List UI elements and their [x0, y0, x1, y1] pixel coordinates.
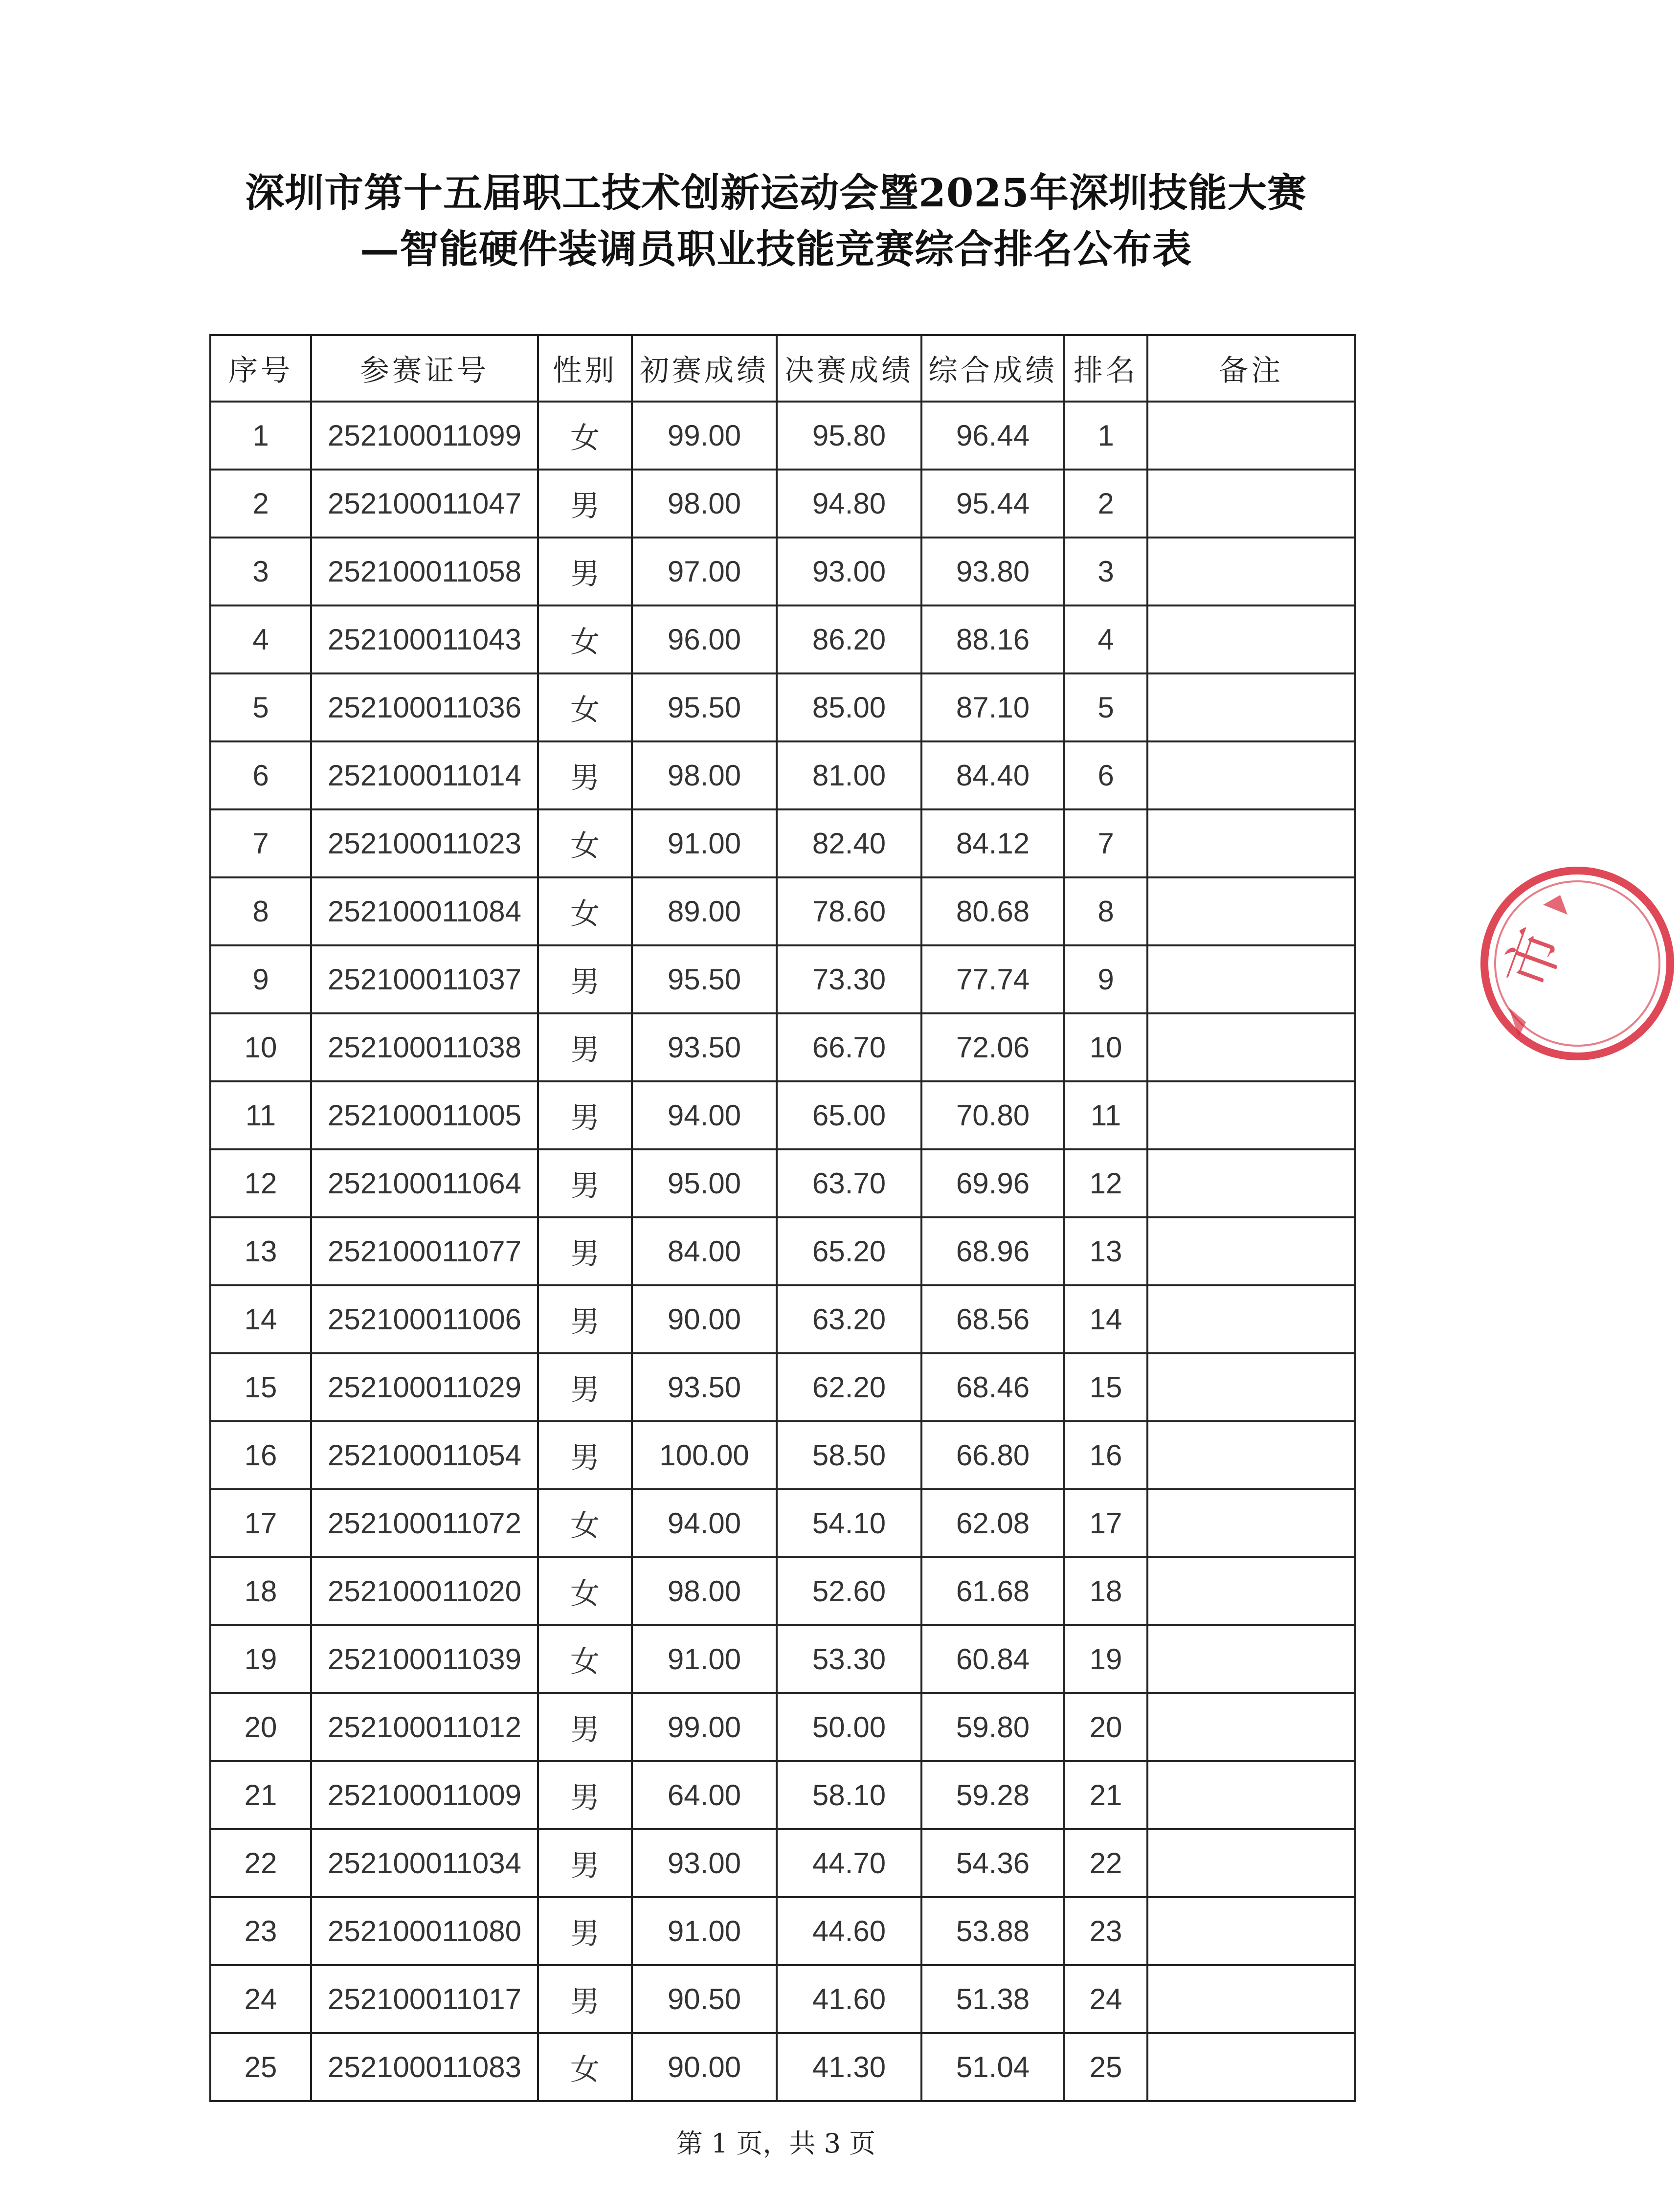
cell-entry-id: 252100011009 — [311, 1761, 538, 1829]
cell-rank: 2 — [1064, 470, 1147, 538]
table-row — [210, 1081, 1355, 1149]
table-row — [210, 1353, 1355, 1421]
cell-prelim-score: 90.00 — [632, 2033, 777, 2101]
cell-entry-id: 252100011080 — [311, 1897, 538, 1965]
cell-rank: 22 — [1064, 1829, 1147, 1897]
header-overall-score: 综合成绩 — [921, 335, 1064, 402]
cell-entry-id: 252100011012 — [311, 1693, 538, 1761]
cell-prelim-score: 84.00 — [632, 1217, 777, 1285]
cell-index: 1 — [210, 402, 311, 470]
cell-prelim-score: 91.00 — [632, 809, 777, 877]
cell-overall-score: 69.96 — [921, 1149, 1064, 1217]
cell-index: 19 — [210, 1625, 311, 1693]
cell-rank: 16 — [1064, 1421, 1147, 1489]
cell-final-score: 54.10 — [777, 1489, 921, 1557]
cell-overall-score: 59.80 — [921, 1693, 1064, 1761]
cell-entry-id: 252100011037 — [311, 945, 538, 1013]
cell-rank: 25 — [1064, 2033, 1147, 2101]
cell-final-score: 58.10 — [777, 1761, 921, 1829]
table-row — [210, 1693, 1355, 1761]
cell-entry-id: 252100011020 — [311, 1557, 538, 1625]
cell-entry-id: 252100011047 — [311, 470, 538, 538]
table-row — [210, 1421, 1355, 1489]
cell-entry-id: 252100011029 — [311, 1353, 538, 1421]
cell-entry-id: 252100011023 — [311, 809, 538, 877]
table-row — [210, 1013, 1355, 1081]
header-gender: 性别 — [538, 335, 632, 402]
cell-gender: 男 — [538, 1285, 632, 1353]
cell-overall-score: 61.68 — [921, 1557, 1064, 1625]
cell-gender: 女 — [538, 1625, 632, 1693]
cell-prelim-score: 99.00 — [632, 1693, 777, 1761]
header-row — [210, 335, 1355, 402]
cell-rank: 10 — [1064, 1013, 1147, 1081]
cell-rank: 11 — [1064, 1081, 1147, 1149]
cell-entry-id: 252100011043 — [311, 605, 538, 673]
table-row — [210, 1489, 1355, 1557]
cell-final-score: 50.00 — [777, 1693, 921, 1761]
cell-overall-score: 93.80 — [921, 538, 1064, 605]
cell-rank: 7 — [1064, 809, 1147, 877]
cell-prelim-score: 95.50 — [632, 945, 777, 1013]
table-row — [210, 1557, 1355, 1625]
cell-entry-id: 252100011072 — [311, 1489, 538, 1557]
cell-remarks — [1147, 470, 1355, 538]
cell-final-score: 44.60 — [777, 1897, 921, 1965]
cell-index: 9 — [210, 945, 311, 1013]
cell-final-score: 53.30 — [777, 1625, 921, 1693]
cell-prelim-score: 98.00 — [632, 470, 777, 538]
header-rank: 排名 — [1064, 335, 1147, 402]
cell-prelim-score: 90.50 — [632, 1965, 777, 2033]
cell-overall-score: 68.96 — [921, 1217, 1064, 1285]
cell-rank: 14 — [1064, 1285, 1147, 1353]
cell-final-score: 41.30 — [777, 2033, 921, 2101]
cell-index: 3 — [210, 538, 311, 605]
cell-prelim-score: 98.00 — [632, 741, 777, 809]
cell-remarks — [1147, 945, 1355, 1013]
cell-remarks — [1147, 538, 1355, 605]
cell-overall-score: 51.04 — [921, 2033, 1064, 2101]
cell-final-score: 63.70 — [777, 1149, 921, 1217]
cell-remarks — [1147, 2033, 1355, 2101]
cell-prelim-score: 95.50 — [632, 673, 777, 741]
cell-rank: 3 — [1064, 538, 1147, 605]
cell-rank: 1 — [1064, 402, 1147, 470]
document-title-line1: 深圳市第十五届职工技术创新运动会暨2025年深圳技能大赛 — [245, 170, 1307, 216]
cell-entry-id: 252100011036 — [311, 673, 538, 741]
cell-remarks — [1147, 1557, 1355, 1625]
cell-final-score: 52.60 — [777, 1557, 921, 1625]
cell-index: 13 — [210, 1217, 311, 1285]
cell-prelim-score: 93.50 — [632, 1353, 777, 1421]
cell-remarks — [1147, 1353, 1355, 1421]
cell-index: 21 — [210, 1761, 311, 1829]
cell-index: 24 — [210, 1965, 311, 2033]
table-row — [210, 1285, 1355, 1353]
seal-arc-mark — [1543, 895, 1568, 915]
cell-index: 14 — [210, 1285, 311, 1353]
cell-final-score: 65.20 — [777, 1217, 921, 1285]
cell-entry-id: 252100011099 — [311, 402, 538, 470]
cell-index: 16 — [210, 1421, 311, 1489]
cell-entry-id: 252100011054 — [311, 1421, 538, 1489]
cell-entry-id: 252100011017 — [311, 1965, 538, 2033]
table-row — [210, 1217, 1355, 1285]
cell-overall-score: 95.44 — [921, 470, 1064, 538]
cell-entry-id: 252100011014 — [311, 741, 538, 809]
cell-final-score: 58.50 — [777, 1421, 921, 1489]
cell-prelim-score: 93.00 — [632, 1829, 777, 1897]
cell-remarks — [1147, 673, 1355, 741]
seal-text: 市 — [1492, 919, 1576, 998]
cell-remarks — [1147, 1217, 1355, 1285]
cell-rank: 12 — [1064, 1149, 1147, 1217]
cell-gender: 男 — [538, 1217, 632, 1285]
cell-final-score: 44.70 — [777, 1829, 921, 1897]
document-title-line2: —智能硬件装调员职业技能竞赛综合排名公布表 — [360, 226, 1192, 272]
cell-final-score: 78.60 — [777, 877, 921, 945]
cell-gender: 男 — [538, 470, 632, 538]
ranking-table — [209, 334, 1356, 2102]
cell-remarks — [1147, 1489, 1355, 1557]
cell-gender: 男 — [538, 1013, 632, 1081]
cell-prelim-score: 89.00 — [632, 877, 777, 945]
cell-gender: 女 — [538, 877, 632, 945]
cell-rank: 24 — [1064, 1965, 1147, 2033]
cell-prelim-score: 98.00 — [632, 1557, 777, 1625]
header-entry-id: 参赛证号 — [311, 335, 538, 402]
cell-rank: 21 — [1064, 1761, 1147, 1829]
table-row — [210, 809, 1355, 877]
cell-prelim-score: 99.00 — [632, 402, 777, 470]
cell-gender: 女 — [538, 402, 632, 470]
cell-entry-id: 252100011064 — [311, 1149, 538, 1217]
table-row — [210, 2033, 1355, 2101]
cell-prelim-score: 64.00 — [632, 1761, 777, 1829]
cell-remarks — [1147, 1829, 1355, 1897]
table-row — [210, 1149, 1355, 1217]
table-row — [210, 673, 1355, 741]
cell-final-score: 94.80 — [777, 470, 921, 538]
cell-prelim-score: 100.00 — [632, 1421, 777, 1489]
cell-rank: 19 — [1064, 1625, 1147, 1693]
cell-remarks — [1147, 1625, 1355, 1693]
cell-prelim-score: 95.00 — [632, 1149, 777, 1217]
cell-entry-id: 252100011034 — [311, 1829, 538, 1897]
cell-remarks — [1147, 1149, 1355, 1217]
cell-index: 4 — [210, 605, 311, 673]
table-row — [210, 1965, 1355, 2033]
cell-remarks — [1147, 741, 1355, 809]
cell-gender: 女 — [538, 673, 632, 741]
cell-remarks — [1147, 605, 1355, 673]
cell-index: 8 — [210, 877, 311, 945]
cell-rank: 5 — [1064, 673, 1147, 741]
cell-rank: 20 — [1064, 1693, 1147, 1761]
cell-overall-score: 53.88 — [921, 1897, 1064, 1965]
cell-overall-score: 88.16 — [921, 605, 1064, 673]
cell-gender: 男 — [538, 1829, 632, 1897]
cell-overall-score: 62.08 — [921, 1489, 1064, 1557]
official-seal — [1475, 861, 1680, 1066]
cell-remarks — [1147, 1285, 1355, 1353]
cell-entry-id: 252100011077 — [311, 1217, 538, 1285]
cell-prelim-score: 97.00 — [632, 538, 777, 605]
cell-overall-score: 66.80 — [921, 1421, 1064, 1489]
cell-final-score: 66.70 — [777, 1013, 921, 1081]
table-row — [210, 402, 1355, 470]
cell-final-score: 86.20 — [777, 605, 921, 673]
cell-entry-id: 252100011083 — [311, 2033, 538, 2101]
cell-index: 18 — [210, 1557, 311, 1625]
cell-remarks — [1147, 1693, 1355, 1761]
cell-remarks — [1147, 1761, 1355, 1829]
cell-prelim-score: 91.00 — [632, 1897, 777, 1965]
cell-rank: 4 — [1064, 605, 1147, 673]
cell-index: 10 — [210, 1013, 311, 1081]
cell-final-score: 82.40 — [777, 809, 921, 877]
cell-final-score: 81.00 — [777, 741, 921, 809]
cell-overall-score: 72.06 — [921, 1013, 1064, 1081]
cell-final-score: 63.20 — [777, 1285, 921, 1353]
cell-rank: 17 — [1064, 1489, 1147, 1557]
cell-index: 15 — [210, 1353, 311, 1421]
table-row — [210, 877, 1355, 945]
cell-index: 12 — [210, 1149, 311, 1217]
cell-final-score: 73.30 — [777, 945, 921, 1013]
cell-prelim-score: 96.00 — [632, 605, 777, 673]
cell-prelim-score: 94.00 — [632, 1489, 777, 1557]
cell-gender: 男 — [538, 538, 632, 605]
cell-prelim-score: 94.00 — [632, 1081, 777, 1149]
cell-remarks — [1147, 1013, 1355, 1081]
cell-overall-score: 96.44 — [921, 402, 1064, 470]
cell-gender: 男 — [538, 945, 632, 1013]
cell-gender: 女 — [538, 605, 632, 673]
cell-prelim-score: 90.00 — [632, 1285, 777, 1353]
cell-overall-score: 68.46 — [921, 1353, 1064, 1421]
cell-remarks — [1147, 1897, 1355, 1965]
cell-gender: 男 — [538, 1353, 632, 1421]
cell-overall-score: 77.74 — [921, 945, 1064, 1013]
cell-gender: 男 — [538, 1761, 632, 1829]
cell-overall-score: 68.56 — [921, 1285, 1064, 1353]
cell-prelim-score: 93.50 — [632, 1013, 777, 1081]
cell-gender: 女 — [538, 809, 632, 877]
cell-entry-id: 252100011005 — [311, 1081, 538, 1149]
cell-entry-id: 252100011084 — [311, 877, 538, 945]
cell-gender: 女 — [538, 1557, 632, 1625]
cell-remarks — [1147, 809, 1355, 877]
cell-rank: 23 — [1064, 1897, 1147, 1965]
table-row — [210, 1829, 1355, 1897]
cell-index: 5 — [210, 673, 311, 741]
cell-final-score: 41.60 — [777, 1965, 921, 2033]
cell-entry-id: 252100011038 — [311, 1013, 538, 1081]
table-body — [210, 402, 1355, 2101]
cell-index: 25 — [210, 2033, 311, 2101]
cell-remarks — [1147, 1965, 1355, 2033]
cell-entry-id: 252100011039 — [311, 1625, 538, 1693]
cell-gender: 男 — [538, 1421, 632, 1489]
cell-index: 23 — [210, 1897, 311, 1965]
table-row — [210, 1625, 1355, 1693]
cell-final-score: 85.00 — [777, 673, 921, 741]
cell-gender: 男 — [538, 1693, 632, 1761]
cell-index: 11 — [210, 1081, 311, 1149]
cell-gender: 男 — [538, 741, 632, 809]
cell-gender: 男 — [538, 1965, 632, 2033]
cell-index: 7 — [210, 809, 311, 877]
cell-index: 2 — [210, 470, 311, 538]
cell-remarks — [1147, 1081, 1355, 1149]
cell-overall-score: 84.12 — [921, 809, 1064, 877]
table-row — [210, 605, 1355, 673]
cell-index: 17 — [210, 1489, 311, 1557]
cell-remarks — [1147, 402, 1355, 470]
cell-entry-id: 252100011058 — [311, 538, 538, 605]
header-index: 序号 — [210, 335, 311, 402]
cell-overall-score: 87.10 — [921, 673, 1064, 741]
cell-index: 22 — [210, 1829, 311, 1897]
cell-rank: 13 — [1064, 1217, 1147, 1285]
table-row — [210, 1761, 1355, 1829]
cell-gender: 女 — [538, 1489, 632, 1557]
header-remarks: 备注 — [1147, 335, 1355, 402]
cell-rank: 9 — [1064, 945, 1147, 1013]
cell-rank: 15 — [1064, 1353, 1147, 1421]
cell-gender: 男 — [538, 1081, 632, 1149]
header-final-score: 决赛成绩 — [777, 335, 921, 402]
cell-final-score: 62.20 — [777, 1353, 921, 1421]
table-row — [210, 741, 1355, 809]
cell-overall-score: 84.40 — [921, 741, 1064, 809]
table-row — [210, 470, 1355, 538]
cell-rank: 18 — [1064, 1557, 1147, 1625]
cell-gender: 男 — [538, 1897, 632, 1965]
cell-entry-id: 252100011006 — [311, 1285, 538, 1353]
cell-prelim-score: 91.00 — [632, 1625, 777, 1693]
cell-overall-score: 54.36 — [921, 1829, 1064, 1897]
cell-overall-score: 70.80 — [921, 1081, 1064, 1149]
cell-overall-score: 60.84 — [921, 1625, 1064, 1693]
cell-remarks — [1147, 1421, 1355, 1489]
cell-overall-score: 51.38 — [921, 1965, 1064, 2033]
page-footer: 第 1 页，共 3 页 — [676, 2128, 876, 2159]
cell-overall-score: 59.28 — [921, 1761, 1064, 1829]
cell-final-score: 95.80 — [777, 402, 921, 470]
cell-final-score: 93.00 — [777, 538, 921, 605]
table-row — [210, 538, 1355, 605]
cell-remarks — [1147, 877, 1355, 945]
header-prelim-score: 初赛成绩 — [632, 335, 777, 402]
table-row — [210, 945, 1355, 1013]
cell-gender: 女 — [538, 2033, 632, 2101]
cell-final-score: 65.00 — [777, 1081, 921, 1149]
cell-overall-score: 80.68 — [921, 877, 1064, 945]
cell-gender: 男 — [538, 1149, 632, 1217]
cell-index: 20 — [210, 1693, 311, 1761]
cell-rank: 6 — [1064, 741, 1147, 809]
table-row — [210, 1897, 1355, 1965]
cell-rank: 8 — [1064, 877, 1147, 945]
cell-index: 6 — [210, 741, 311, 809]
